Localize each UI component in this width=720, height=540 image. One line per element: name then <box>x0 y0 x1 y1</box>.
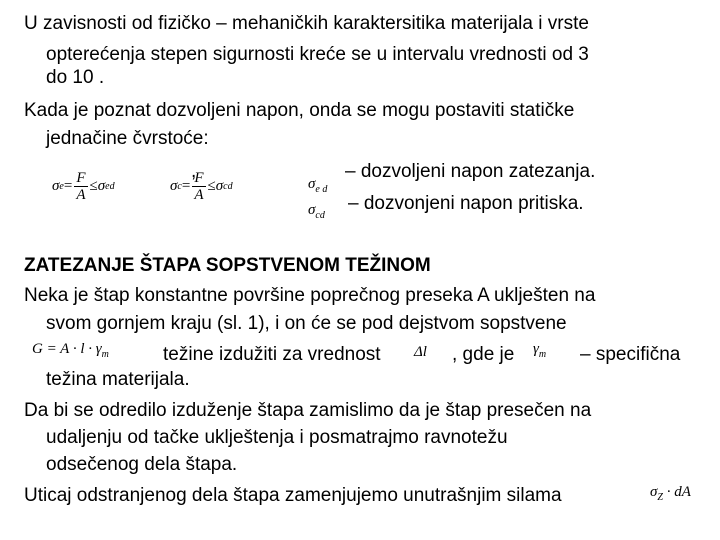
paragraph5-line1: Uticaj odstranjenog dela štapa zamenjujemo unutrašnjim silama <box>24 485 562 506</box>
sigma-ed-symbol: $\sigma_{e d}$ <box>308 176 328 195</box>
sigma-ed-sub: e d <box>315 184 328 195</box>
paragraph3-line1: Neka je štap konstantne površine poprečnog preseka A uklješten na <box>24 285 596 306</box>
tension-numerator: F <box>76 170 86 186</box>
definition-compression: – dozvonjeni napon pritiska. <box>348 193 584 214</box>
compression-eq: = <box>181 178 191 194</box>
paragraph3-line3-part1: težine izdužiti za vrednost <box>163 344 381 365</box>
sigma-cd-sub: cd <box>315 210 325 221</box>
definition-tension: – dozvoljeni napon zatezanja. <box>345 161 596 182</box>
formula-separator: , <box>191 161 197 182</box>
compression-le: ≤ <box>207 178 216 194</box>
paragraph1-line3: do 10 . <box>46 67 105 88</box>
paragraph4-line1: Da bi se odredilo izduženje štapa zamislimo da je štap presečen na <box>24 400 592 421</box>
tension-formula <box>52 170 115 203</box>
tension-sigma-sub: e <box>59 181 64 192</box>
paragraph1-line2: opterećenja stepen sigurnosti kreće se u intervalu vrednosti od 3 <box>46 44 589 65</box>
paragraph1-line1: U zavisnosti od fizičko – mehaničkih karaktersitika materijala i vrste <box>24 13 589 34</box>
compression-allowed-sub: cd <box>223 181 233 192</box>
paragraph2-line2: jednačine čvrstoće: <box>46 128 209 149</box>
compression-numerator: F <box>194 170 204 186</box>
paragraph4-line3: odsečenog dela štapa. <box>46 454 238 475</box>
tension-fraction <box>74 170 87 203</box>
compression-fraction <box>192 170 205 203</box>
paragraph3-line3-part2: , gde je <box>452 344 515 365</box>
compression-formula <box>170 170 233 203</box>
compression-allowed: σ <box>215 178 224 194</box>
compression-denominator: A <box>194 187 204 203</box>
sigma-cd-symbol: $\sigma_{cd}$ <box>308 202 325 221</box>
section-heading: ZATEZANJE ŠTAPA SOPSTVENOM TEŽINOM <box>24 255 431 276</box>
paragraph2-line1: Kada je poznat dozvoljeni napon, onda se mogu postaviti statičke <box>24 100 575 121</box>
paragraph4-line2: udaljenju od tačke uklještenja i posmatrajmo ravnotežu <box>46 427 508 448</box>
weight-formula: $G = A \cdot l \cdot \gamma_m$ <box>32 341 109 360</box>
tension-denominator: A <box>76 187 86 203</box>
paragraph3-line4: težina materijala. <box>46 369 190 390</box>
compression-sigma-sub: c <box>177 181 182 192</box>
tension-allowed-sub: ed <box>105 181 115 192</box>
compression-sigma: σ <box>170 178 178 194</box>
tension-eq: = <box>63 178 73 194</box>
paragraph3-line3-part3: – specifična <box>580 344 681 365</box>
tension-sigma: σ <box>52 178 60 194</box>
internal-force-formula: $\sigma_Z$ · dA <box>650 484 691 503</box>
tension-le: ≤ <box>89 178 98 194</box>
delta-l-symbol: Δl <box>414 344 427 360</box>
tension-allowed: σ <box>97 178 106 194</box>
gamma-m-symbol: $\gamma_m$ <box>533 341 547 360</box>
paragraph3-line2: svom gornjem kraju (sl. 1), i on će se pod dejstvom sopstvene <box>46 313 567 334</box>
